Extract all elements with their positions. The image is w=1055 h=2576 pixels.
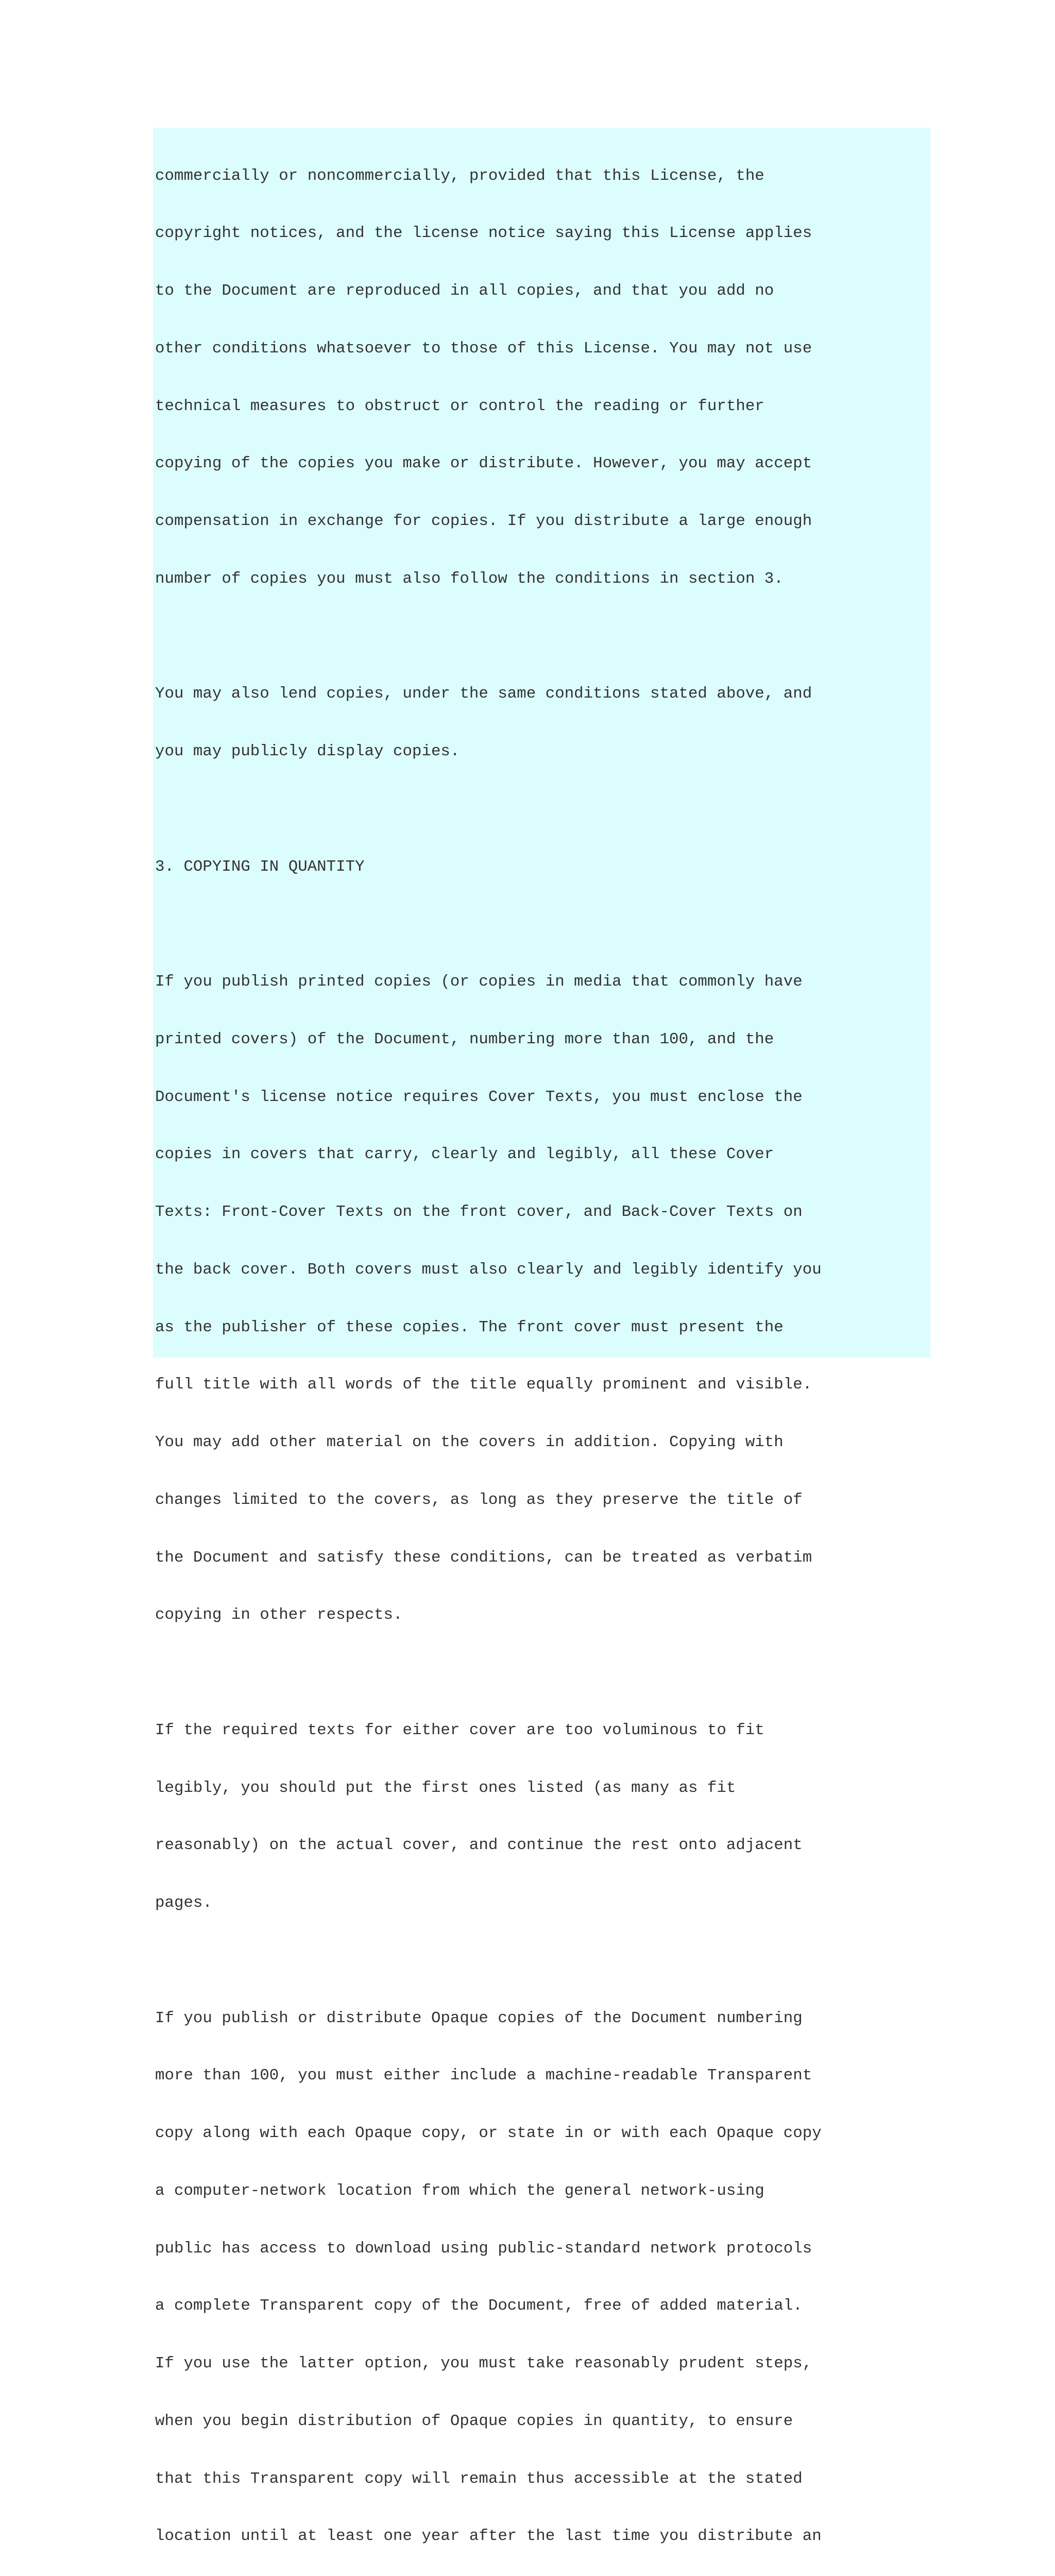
text-line: You may also lend copies, under the same conditions stated above, and (155, 685, 812, 703)
text-line: commercially or noncommercially, provided that this License, the (155, 166, 764, 185)
text-line: the back cover. Both covers must also clearly and legibly identify you (155, 1260, 822, 1279)
text-line: full title with all words of the title equally prominent and visible. (155, 1376, 812, 1394)
text-line: the Document and satisfy these conditions, can be treated as verbatim (155, 1548, 812, 1567)
text-line: printed covers) of the Document, numbering more than 100, and the (155, 1030, 774, 1048)
text-line: copying in other respects. (155, 1606, 403, 1624)
text-line: public has access to download using public-standard network protocols (155, 2239, 812, 2258)
text-line: reasonably) on the actual cover, and continue the rest onto adjacent (155, 1836, 803, 1855)
blank-line (155, 1951, 930, 1970)
text-line: Document's license notice requires Cover Texts, you must enclose the (155, 1088, 803, 1106)
text-line: You may add other material on the covers in addition. Copying with (155, 1433, 784, 1451)
text-line: a complete Transparent copy of the Document, free of added material. (155, 2297, 803, 2315)
text-line: If you publish or distribute Opaque copies of the Document numbering (155, 2009, 803, 2027)
text-line: other conditions whatsoever to those of this License. You may not use (155, 339, 812, 358)
text-line: copies in covers that carry, clearly and legibly, all these Cover (155, 1145, 774, 1164)
text-line: pages. (155, 1894, 212, 1912)
text-line: technical measures to obstruct or control the reading or further (155, 397, 764, 415)
text-line: more than 100, you must either include a machine-readable Transparent (155, 2066, 812, 2085)
text-line: copying of the copies you make or distribute. However, you may accept (155, 454, 812, 473)
section-heading: 3. COPYING IN QUANTITY (155, 857, 365, 876)
blank-line (155, 627, 930, 646)
text-line: changes limited to the covers, as long as they preserve the title of (155, 1490, 803, 1509)
text-line: copyright notices, and the license notice saying this License applies (155, 224, 812, 243)
text-line: you may publicly display copies. (155, 742, 460, 760)
text-line: If the required texts for either cover are too voluminous to fit (155, 1721, 764, 1739)
text-line: number of copies you must also follow the conditions in section 3. (155, 569, 784, 588)
text-line: Texts: Front-Cover Texts on the front cover, and Back-Cover Texts on (155, 1203, 803, 1221)
text-line: location until at least one year after the last time you distribute an (155, 2527, 822, 2546)
text-line: If you use the latter option, you must take reasonably prudent steps, (155, 2354, 812, 2372)
blank-line (155, 1663, 930, 1682)
text-line: to the Document are reproduced in all copies, and that you add no (155, 282, 774, 300)
blank-line (155, 914, 930, 934)
blank-line (155, 800, 930, 819)
text-line: as the publisher of these copies. The front cover must present the (155, 1318, 784, 1336)
text-line: a computer-network location from which the general network-using (155, 2181, 764, 2200)
text-line: that this Transparent copy will remain thus accessible at the stated (155, 2469, 803, 2488)
text-line: copy along with each Opaque copy, or state in or with each Opaque copy (155, 2124, 822, 2142)
text-line: compensation in exchange for copies. If you distribute a large enough (155, 512, 812, 530)
text-line: when you begin distribution of Opaque copies in quantity, to ensure (155, 2412, 793, 2430)
license-text-block (153, 128, 930, 2546)
text-line: If you publish printed copies (or copies in media that commonly have (155, 973, 803, 991)
text-line: legibly, you should put the first ones listed (as many as fit (155, 1778, 736, 1797)
